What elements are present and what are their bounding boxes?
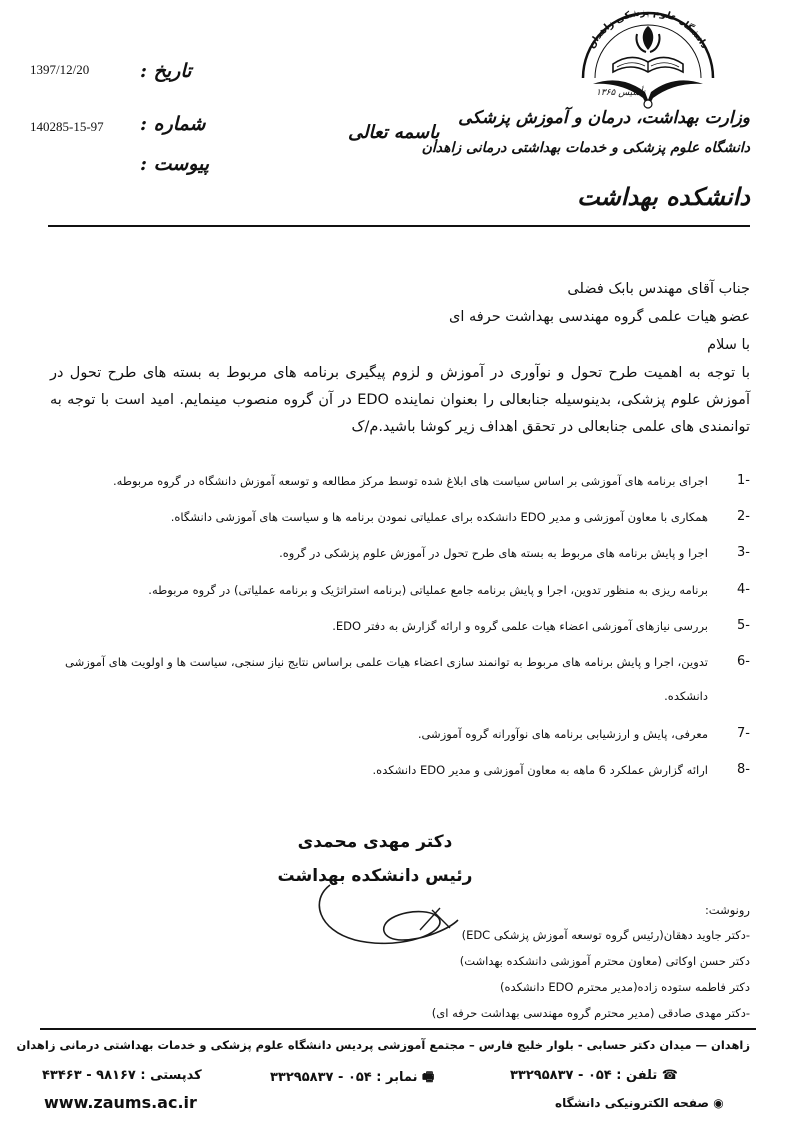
list-item <box>40 464 750 498</box>
footer-divider <box>40 1028 756 1030</box>
addressee-name: جناب آقای مهندس بابک فضلی <box>567 281 750 297</box>
list-item-number: -3 <box>737 545 750 560</box>
cc-line: -دکتر جاوید دهقان(رئیس گروه توسعه آموزش پزشکی EDC) <box>461 928 750 942</box>
list-item-number: -8 <box>737 762 750 777</box>
letter-body: با توجه به اهمیت طرح تحول و نوآوری در آموزش و لزوم پیگیری برنامه های مربوط به بسته های طرح تحول در آموزش علوم پزشکی، بدینوسیله جنابعالی را بعنوان نماینده EDO در آن گروه منصوب مینمایم. امید است با توجه به توانمندی های علمی جنابعالی در تحقق اهداف زیر کوشا باشید.م/ک <box>50 365 750 435</box>
website-link[interactable]: www.zaums.ac.ir <box>44 1093 197 1112</box>
cc-label: رونوشت: <box>704 903 750 917</box>
postal-label: کدپستی : <box>140 1068 202 1083</box>
list-item <box>40 500 750 534</box>
signatory-name: دکتر مهدی محمدی <box>297 832 453 852</box>
list-item-text: اجرای برنامه های آموزشی بر اساس سیاست های ابلاغ شده توسط مرکز مطالعه و توسعه آموزش دانشگاه در گروه مربوطه. <box>113 474 708 488</box>
list-item-text: اجرا و پایش برنامه های مربوط به بسته های طرح تحول در آموزش علوم پزشکی در گروه. <box>279 546 708 560</box>
header-divider <box>48 225 750 227</box>
postal-value: ۹۸۱۶۷ - ۴۳۴۶۳ <box>42 1068 136 1083</box>
list-item-text: تدوین، اجرا و پایش برنامه های مربوط به توانمند سازی اعضاء هیات علمی براساس نتایج نیاز سنجی، سیاست ها و اولویت های آموزشی دانشکده. <box>65 655 708 703</box>
list-item <box>40 573 750 607</box>
phone-value: ۰۵۴ - ۳۳۲۹۵۸۳۷ <box>510 1068 612 1083</box>
university-name: دانشگاه علوم پزشکی و خدمات بهداشتی درمانی زاهدان <box>421 140 750 156</box>
list-item <box>40 645 750 713</box>
date-value: 1397/12/20 <box>30 62 90 77</box>
list-item <box>40 536 750 570</box>
footer-fax <box>270 1068 434 1090</box>
attachment-label: پیوست : <box>140 153 210 175</box>
list-item-number: -4 <box>737 582 750 597</box>
list-item-text: بررسی نیازهای آموزشی اعضاء هیات علمی گروه و ارائه گزارش به دفتر EDO. <box>332 619 708 633</box>
phone-label: تلفن : <box>616 1068 658 1083</box>
footer-address: زاهدان — میدان دکتر حسابی - بلوار خلیج فارس – مجتمع آموزشی پردیس دانشگاه علوم پزشکی و خدمات بهداشتی درمانی زاهدان <box>16 1038 750 1052</box>
cc-line: دکتر فاطمه ستوده زاده(مدیر محترم EDO دانشکده) <box>499 980 750 994</box>
cc-line: دکتر حسن اوکاتی (معاون محترم آموزشی دانشکده بهداشت) <box>459 954 750 968</box>
founded-year: تأسیس ۱۳۶۵ <box>596 88 646 98</box>
fax-label: نمابر : <box>376 1070 418 1085</box>
greeting: با سلام <box>707 337 750 353</box>
footer-postal <box>42 1068 202 1083</box>
letter-number-label: شماره : <box>140 113 206 135</box>
list-item-text: همکاری با معاون آموزشی و مدیر EDO دانشکده برای عملیاتی نمودن برنامه ها و سیاست های آموزشی دانشگاه. <box>170 510 708 524</box>
list-item-number: -2 <box>737 509 750 524</box>
list-item-number: -5 <box>737 618 750 633</box>
faculty-name: دانشکده بهداشت <box>577 182 750 211</box>
logo-ring-text: دانشگاه علوم پزشکی زاهدان <box>586 6 710 51</box>
phone-icon: ☎ <box>661 1068 678 1083</box>
cc-line: -دکتر مهدی صادقی (مدیر محترم گروه مهندسی بهداشت حرفه ای) <box>431 1006 750 1020</box>
globe-icon: ◉ <box>713 1096 724 1110</box>
basmala: باسمه تعالی <box>348 122 440 143</box>
addressee-position: عضو هیات علمی گروه مهندسی بهداشت حرفه ای <box>449 309 750 325</box>
list-item-number: -7 <box>737 726 750 741</box>
list-item <box>40 717 750 751</box>
ministry-name: وزارت بهداشت، درمان و آموزش پزشکی <box>458 108 750 128</box>
fax-icon: 🖷 <box>421 1070 435 1085</box>
signatory-title: رئیس دانشکده بهداشت <box>277 866 473 886</box>
list-item-text: معرفی، پایش و ارزشیابی برنامه های نوآورانه گروه آموزشی. <box>417 727 708 741</box>
list-item-text: برنامه ریزی به منظور تدوین، اجرا و پایش برنامه جامع عملیاتی (برنامه استراتژیک و برنامه عملیاتی) در گروه مربوطه. <box>148 583 708 597</box>
fax-value: ۰۵۴ - ۳۳۲۹۵۸۳۷ <box>270 1070 372 1085</box>
list-item <box>40 609 750 643</box>
letter-number-value: 140285-15-97 <box>30 119 104 134</box>
list-item-text: ارائه گزارش عملکرد 6 ماهه به معاون آموزشی و مدیر EDO دانشکده. <box>372 763 708 777</box>
eportal-label: صفحه الکترونیکی دانشگاه <box>555 1096 710 1110</box>
list-item-number: -6 <box>737 654 750 669</box>
list-item <box>40 753 750 787</box>
handwritten-signature <box>300 870 480 960</box>
footer-phone <box>510 1068 678 1083</box>
date-label: تاریخ : <box>140 60 192 82</box>
footer-eportal <box>555 1096 724 1110</box>
list-item-number: -1 <box>737 473 750 488</box>
